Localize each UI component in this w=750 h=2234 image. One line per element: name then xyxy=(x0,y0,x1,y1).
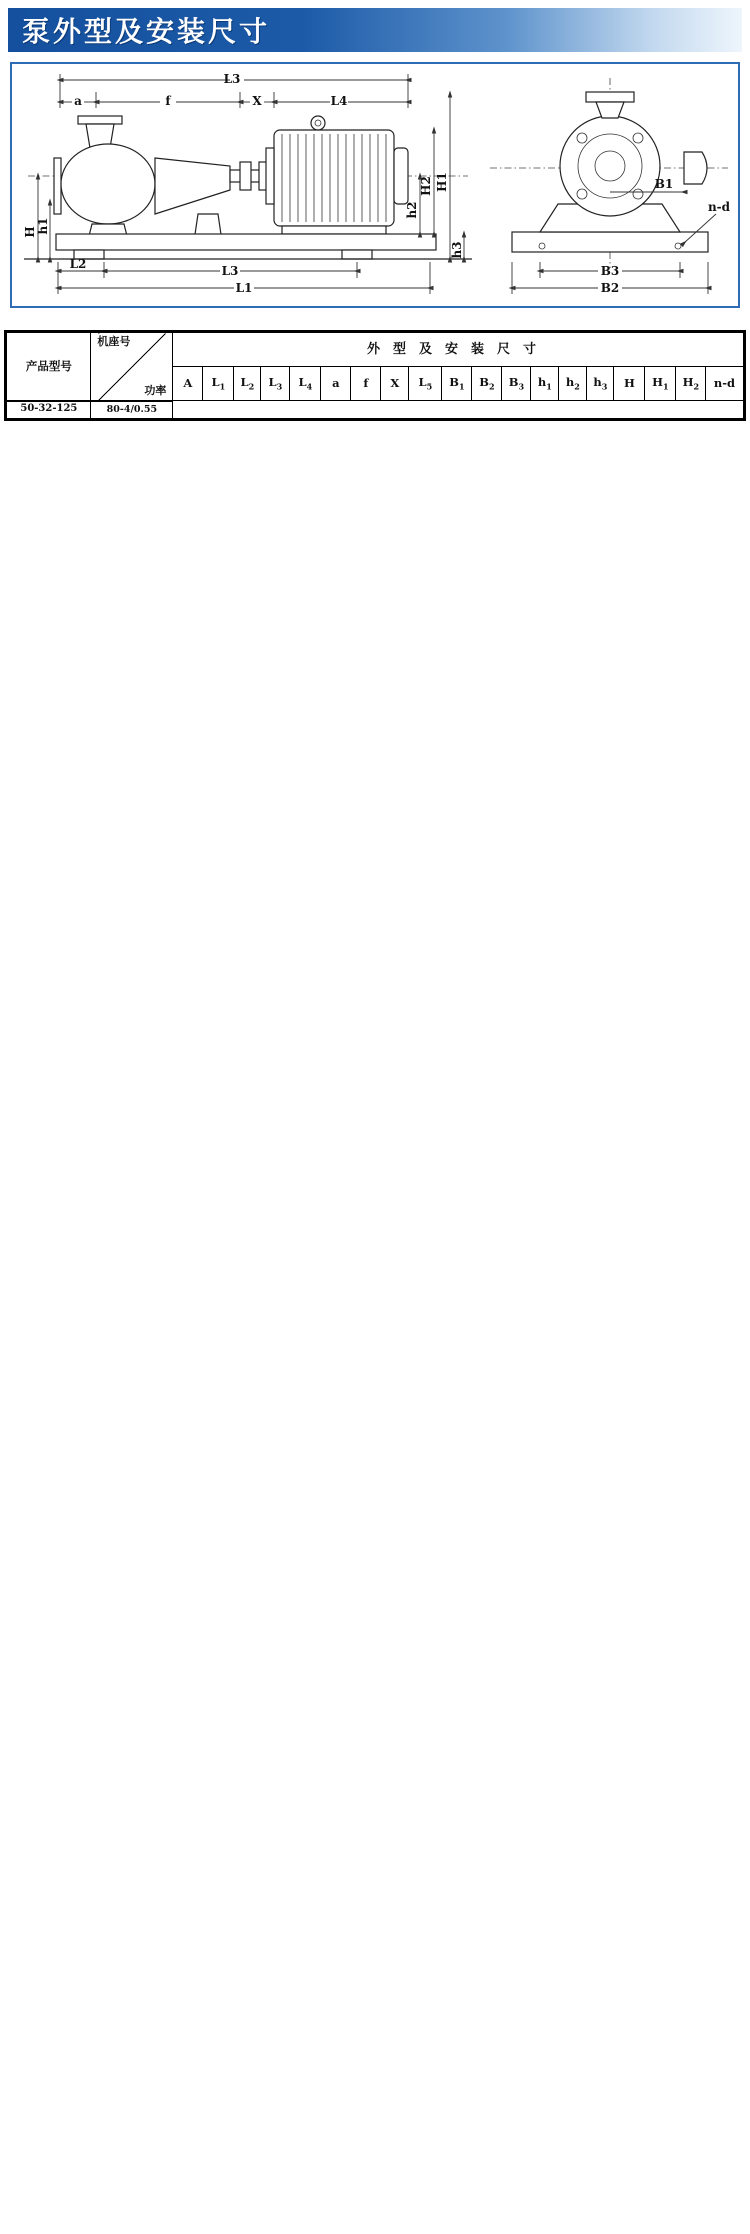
dim-label-B2: B2 xyxy=(600,281,620,295)
dim-label-nd: n-d xyxy=(707,200,731,214)
header-dimensions-title: 外型及安装尺寸 xyxy=(173,332,744,367)
pump-drawing-panel xyxy=(10,62,740,308)
dim-label-H2: H2 xyxy=(419,176,433,196)
dim-label-h1: h1 xyxy=(36,217,50,235)
header-col-B1: $B_1$ xyxy=(442,367,472,401)
motor-feet xyxy=(282,226,386,234)
dim-label-h3: h3 xyxy=(450,241,464,259)
dimension-table-section-1 xyxy=(4,330,745,421)
end-side-flange xyxy=(684,152,707,184)
header-col-L3: $L_3$ xyxy=(261,367,290,401)
suction-flange xyxy=(78,116,122,124)
end-top-neck xyxy=(596,102,624,118)
catalog-page xyxy=(0,8,750,421)
dim-label-H: H xyxy=(23,226,37,238)
page-banner xyxy=(8,8,742,52)
header-frame-label: 机座号 xyxy=(97,335,131,348)
product-model-cell: 50-32-125 xyxy=(6,401,91,420)
header-col-n-d: n-d xyxy=(706,367,744,401)
base-foot-right xyxy=(342,250,372,259)
header-col-h2: $h_2$ xyxy=(559,367,587,401)
dim-label-B1: B1 xyxy=(654,177,674,191)
dim-label-H1: H1 xyxy=(435,172,449,192)
header-col-H2: $H_2$ xyxy=(676,367,706,401)
dim-label-L3-top: L3 xyxy=(223,72,241,86)
header-col-a: a xyxy=(321,367,351,401)
dim-label-f: f xyxy=(165,94,171,108)
dim-label-L4: L4 xyxy=(330,94,348,108)
header-col-L5: $L_5$ xyxy=(409,367,442,401)
header-frame-power-diagonal xyxy=(91,332,173,401)
end-top-flange xyxy=(586,92,634,102)
header-col-H: H xyxy=(614,367,645,401)
header-product-model: 产品型号 xyxy=(6,332,91,401)
dim-label-B3: B3 xyxy=(600,264,620,278)
header-col-f: f xyxy=(351,367,381,401)
dim-label-L3-bottom: L3 xyxy=(221,264,239,278)
header-col-H1: $H_1$ xyxy=(645,367,676,401)
volute-body xyxy=(61,144,155,224)
page-title: 泵外型及安装尺寸 xyxy=(22,15,271,48)
dim-label-a: a xyxy=(74,94,82,108)
pump-outline-diagram xyxy=(12,64,738,302)
dim-label-h2: h2 xyxy=(405,201,419,219)
baseplate xyxy=(56,234,436,250)
dim-label-L1: L1 xyxy=(235,281,253,295)
header-col-B2: $B_2$ xyxy=(472,367,502,401)
end-volute-outer xyxy=(560,116,660,216)
lifting-eye xyxy=(311,116,325,130)
motor-end-cap xyxy=(394,148,408,204)
header-col-h1: $h_1$ xyxy=(531,367,559,401)
motor-front-cap xyxy=(266,148,274,204)
header-col-h3: $h_3$ xyxy=(587,367,614,401)
header-col-A: A xyxy=(173,367,203,401)
header-col-L2: $L_2$ xyxy=(234,367,261,401)
discharge-flange xyxy=(54,158,61,214)
header-power-label: 功率 xyxy=(144,383,167,397)
dim-label-X: X xyxy=(252,94,262,108)
motor-power-cell: 80-4/0.55 xyxy=(91,401,173,420)
bearing-bracket xyxy=(155,158,230,214)
dim-label-L2: L2 xyxy=(69,257,87,271)
header-col-L1: $L_1$ xyxy=(203,367,234,401)
coupling-half-pump xyxy=(240,162,251,190)
header-col-X: X xyxy=(381,367,409,401)
motor-body xyxy=(274,130,394,226)
header-col-B3: $B_3$ xyxy=(502,367,531,401)
header-col-L4: $L_4$ xyxy=(290,367,321,401)
